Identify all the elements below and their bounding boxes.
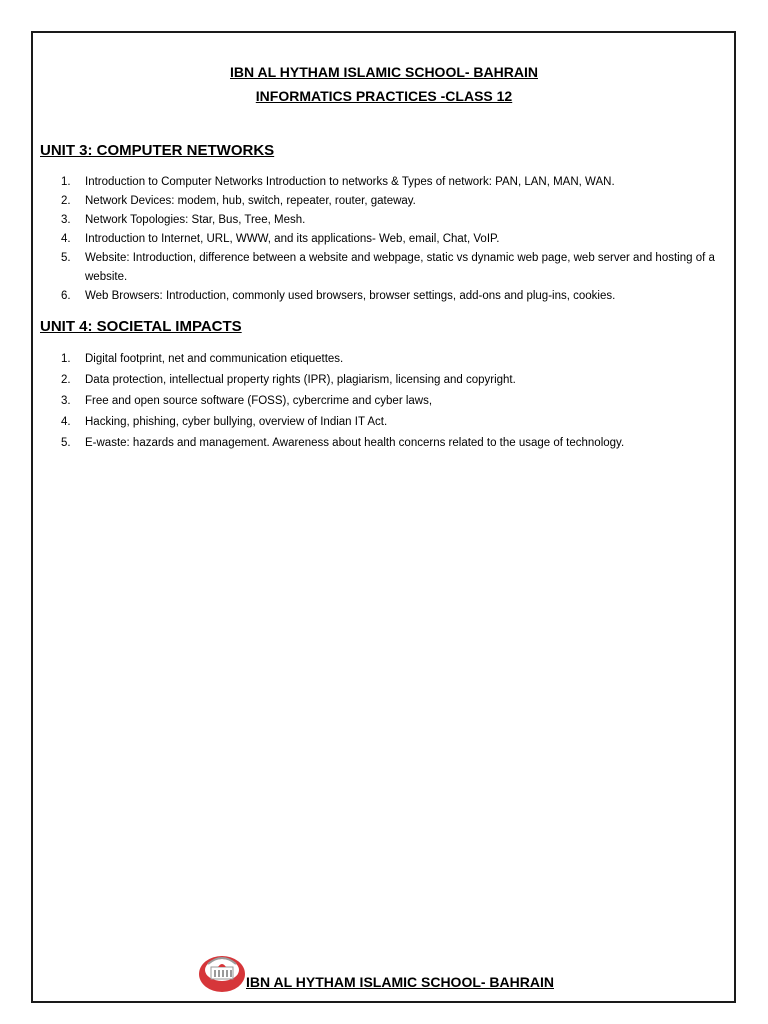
list-item-number: 4. [61,416,71,428]
list-item [58,249,720,287]
list-item [58,211,720,230]
footer-school-name: IBN AL HYTHAM ISLAMIC SCHOOL- BAHRAIN [246,974,554,990]
list-item-text: Introduction to Internet, URL, WWW, and its applications- Web, email, Chat, VoIP. [85,233,500,245]
list-item-text: Free and open source software (FOSS), cybercrime and cyber laws, [85,395,433,407]
list-item [58,173,720,192]
list-item-text: Introduction to Computer Networks Introduction to networks & Types of network: PAN, LAN, MAN, WAN. [85,176,615,188]
school-crest-icon [198,954,246,994]
list-item [58,230,720,249]
list-item [58,392,720,411]
list-item-text: Digital footprint, net and communication etiquettes. [85,353,344,365]
unit4-heading: UNIT 4: SOCIETAL IMPACTS [40,318,242,335]
list-item-number: 3. [61,395,71,407]
unit3-heading: UNIT 3: COMPUTER NETWORKS [40,142,275,159]
list-item [58,371,720,390]
list-item [58,434,720,453]
list-item-text: Network Topologies: Star, Bus, Tree, Mesh. [85,214,306,226]
school-name-title: IBN AL HYTHAM ISLAMIC SCHOOL- BAHRAIN [230,64,538,80]
unit4-topic-list [58,350,720,455]
list-item [58,350,720,369]
list-item-text: Website: Introduction, difference between a website and webpage, static vs dynamic web page, web server and hosting of a website. [85,252,715,283]
list-item-number: 4. [61,233,71,245]
list-item [58,287,720,306]
list-item-text: Hacking, phishing, cyber bullying, overview of Indian IT Act. [85,416,388,428]
list-item-text: Web Browsers: Introduction, commonly used browsers, browser settings, add-ons and plug-ins, cookies. [85,290,616,302]
list-item-text: E-waste: hazards and management. Awareness about health concerns related to the usage of technology. [85,437,625,449]
list-item-number: 5. [61,437,71,449]
list-item-number: 2. [61,374,71,386]
list-item-text: Data protection, intellectual property rights (IPR), plagiarism, licensing and copyright. [85,374,516,386]
list-item-number: 5. [61,252,71,264]
unit3-topic-list [58,173,720,306]
subject-title: INFORMATICS PRACTICES -CLASS 12 [255,88,513,104]
list-item [58,413,720,432]
list-item [58,192,720,211]
list-item-number: 1. [61,176,71,188]
list-item-number: 3. [61,214,71,226]
document-header [33,60,735,108]
list-item-number: 2. [61,195,71,207]
list-item-number: 1. [61,353,71,365]
list-item-number: 6. [61,290,71,302]
list-item-text: Network Devices: modem, hub, switch, repeater, router, gateway. [85,195,416,207]
